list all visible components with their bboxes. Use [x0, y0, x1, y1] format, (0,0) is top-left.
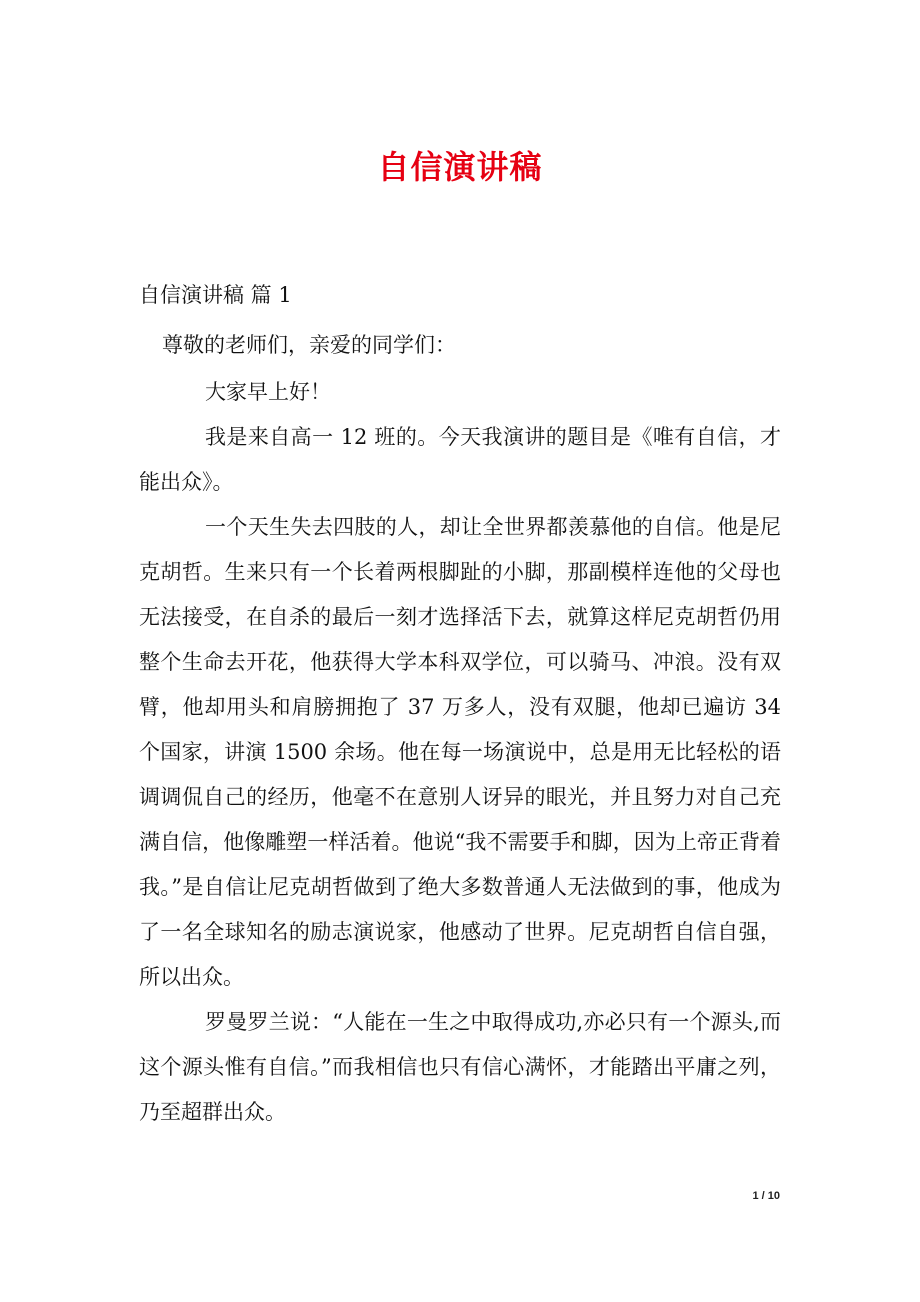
body-text [139, 370, 781, 1135]
paragraph-3: 一个天生失去四肢的人，却让全世界都羡慕他的自信。他是尼克胡哲。生来只有一个长着两根脚趾的小脚，那副模样连他的父母也无法接受，在自杀的最后一刻才选择活下去，就算这样尼克胡哲仍用整个生命去开花，他获得大学本科双学位，可以骑马、冲浪。没有双臂，他却用头和肩膀拥抱了 37 万多人，没有双腿，他却已遍访 34 个国家，讲演 1500 余场。他在每一场演说中，总是用无比轻松的语调调侃自己的经历，他毫不在意别人讶异的眼光，并且努力对自己充满自信，他像雕塑一样活着。他说“我不需要手和脚，因为上帝正背着我。”是自信让尼克胡哲做到了绝大多数普通人无法做到的事，他成为了一名全球知名的励志演说家，他感动了世界。尼克胡哲自信自强，所以出众。 [139, 515, 781, 989]
page-number: 1 / 10 [752, 1190, 780, 1202]
greeting-line: 尊敬的老师们，亲爱的同学们： [162, 333, 456, 357]
paragraph-4: 罗曼罗兰说：“人能在一生之中取得成功,亦必只有一个源头,而这个源头惟有自信。”而我相信也只有信心满怀，才能踏出平庸之列，乃至超群出众。 [139, 1010, 781, 1124]
paragraph-1: 大家早上好！ [205, 380, 331, 404]
document-title: 自信演讲稿 [377, 148, 543, 186]
section-heading: 自信演讲稿 篇 1 [139, 283, 292, 307]
paragraph-2: 我是来自高一 12 班的。今天我演讲的题目是《唯有自信，才能出众》。 [139, 425, 781, 494]
